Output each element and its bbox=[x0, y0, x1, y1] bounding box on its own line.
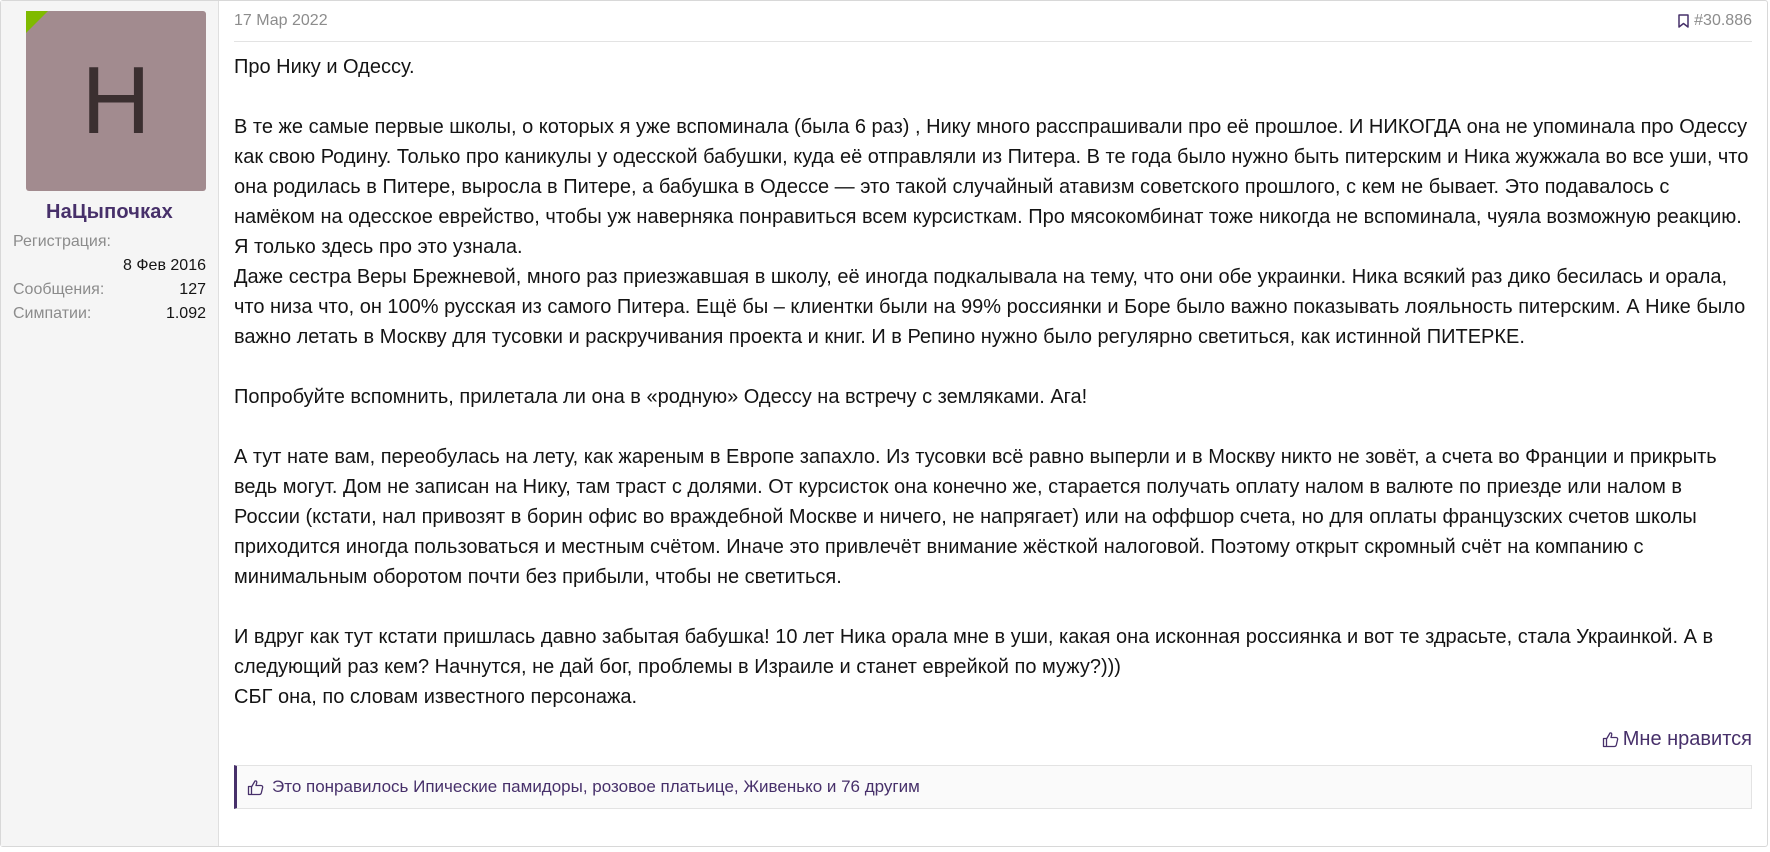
likes-summary-text[interactable]: Это понравилось Ипические памидоры, розовое платьице, Живенько и 76 другим bbox=[272, 777, 920, 796]
paragraph-sister: Даже сестра Веры Брежневой, много раз приезжавшая в школу, её иногда подкалывала на тему, что они обе украинки. Ника всякий раз дико бесилась и орала, что низа что, он 100% русская из самого Питера. Ещё бы – клиентки были на 99% россиянки и Боре было важно показывать лояльность питерским. А Нике было важно летать в Москву для тусовки и раскручивания проекта и книг. И в Репино нужно было регулярно светиться, как истинной ПИТЕРКЕ. bbox=[234, 266, 1746, 348]
thumbs-up-icon bbox=[247, 779, 264, 796]
messages-row bbox=[13, 278, 206, 302]
messages-value[interactable]: 127 bbox=[179, 281, 206, 298]
avatar-letter: Н bbox=[81, 47, 151, 154]
paragraph-grandma: И вдруг как тут кстати пришлась давно забытая бабушка! 10 лет Ника орала мне в уши, какая она исконная россиянка и вот те здрасьте, стала Украинкой. А в следующий раз кем? Начнутся, не дай бог, проблемы в Израиле и станет еврейкой по мужу?))) bbox=[234, 626, 1714, 678]
post-date[interactable]: 17 Мар 2022 bbox=[234, 12, 328, 29]
registration-label: Регистрация: bbox=[13, 233, 111, 250]
paragraph-school: В те же самые первые школы, о которых я уже вспоминала (была 6 раз) , Нику много расспрашивали про её прошлое. И НИКОГДА она не упоминала про Одессу как свою Родину. Только про каникулы у одесской бабушки, куда её отправляли из Питера. В те года было нужно быть питерским и Ника жужжала во все уши, что она родилась в Питере, выросла в Питере, а бабушка в Одессе — это такой случайный атавизм советского прошлого, с кем не бывает. Это подавалось с намёком на одесское еврейство, чтобы уж наверняка понравиться всем курсисткам. Про мясокомбинат тоже никогда не вспоминала, чуяла возможную реакцию. Я только здесь про это узнала. bbox=[234, 116, 1749, 258]
registration-value: 8 Фев 2016 bbox=[123, 257, 206, 274]
paragraph-remember: Попробуйте вспомнить, прилетала ли она в «родную» Одессу на встречу с земляками. Ага! bbox=[234, 386, 1088, 408]
user-extra-info bbox=[1, 230, 218, 326]
paragraph-europe: А тут нате вам, переобулась на лету, как жареным в Европе запахло. Из тусовки всё равно выперли и в Москву никто не зовёт, а счета во Франции и прикрыть ведь могут. Дом не записан на Нику, там траст с долями. От курсисток она конечно же, старается получать оплату налом в валюте по приезде или налом в России (кстати, нал привозят в борин офис во враждебной Москве и ничего, не напрягает) или на оффшор счета, но для оплаты французских счетов школы приходится иногда пользоваться и местным счётом. Иначе это привлечёт внимание жёсткой налоговой. Поэтому открыт скромный счёт на компанию с минимальным оборотом почти без прибыли, чтобы не светиться. bbox=[234, 446, 1717, 588]
messages-label: Сообщения: bbox=[13, 281, 105, 298]
user-cell bbox=[1, 1, 219, 846]
likes-row bbox=[13, 302, 206, 326]
online-indicator bbox=[26, 11, 48, 33]
likes-summary-bar[interactable] bbox=[234, 765, 1752, 809]
like-button[interactable] bbox=[1602, 728, 1752, 751]
bookmark-icon[interactable] bbox=[1678, 14, 1689, 28]
post-body bbox=[234, 52, 1752, 712]
avatar[interactable] bbox=[26, 11, 206, 191]
post-number: #30.886 bbox=[1694, 12, 1752, 29]
thumbs-up-icon bbox=[1602, 731, 1619, 748]
post-main bbox=[219, 1, 1767, 846]
paragraph-title: Про Нику и Одессу. bbox=[234, 56, 415, 78]
post-number-link[interactable] bbox=[1678, 12, 1752, 30]
like-label: Мне нравится bbox=[1622, 728, 1752, 750]
post-actions bbox=[234, 728, 1752, 751]
username-link[interactable]: НаЦыпочках bbox=[46, 201, 173, 223]
likes-label: Симпатии: bbox=[13, 305, 92, 322]
paragraph-sbg: СБГ она, по словам известного персонажа. bbox=[234, 686, 638, 708]
likes-value: 1.092 bbox=[165, 305, 206, 322]
post-header bbox=[234, 1, 1752, 42]
